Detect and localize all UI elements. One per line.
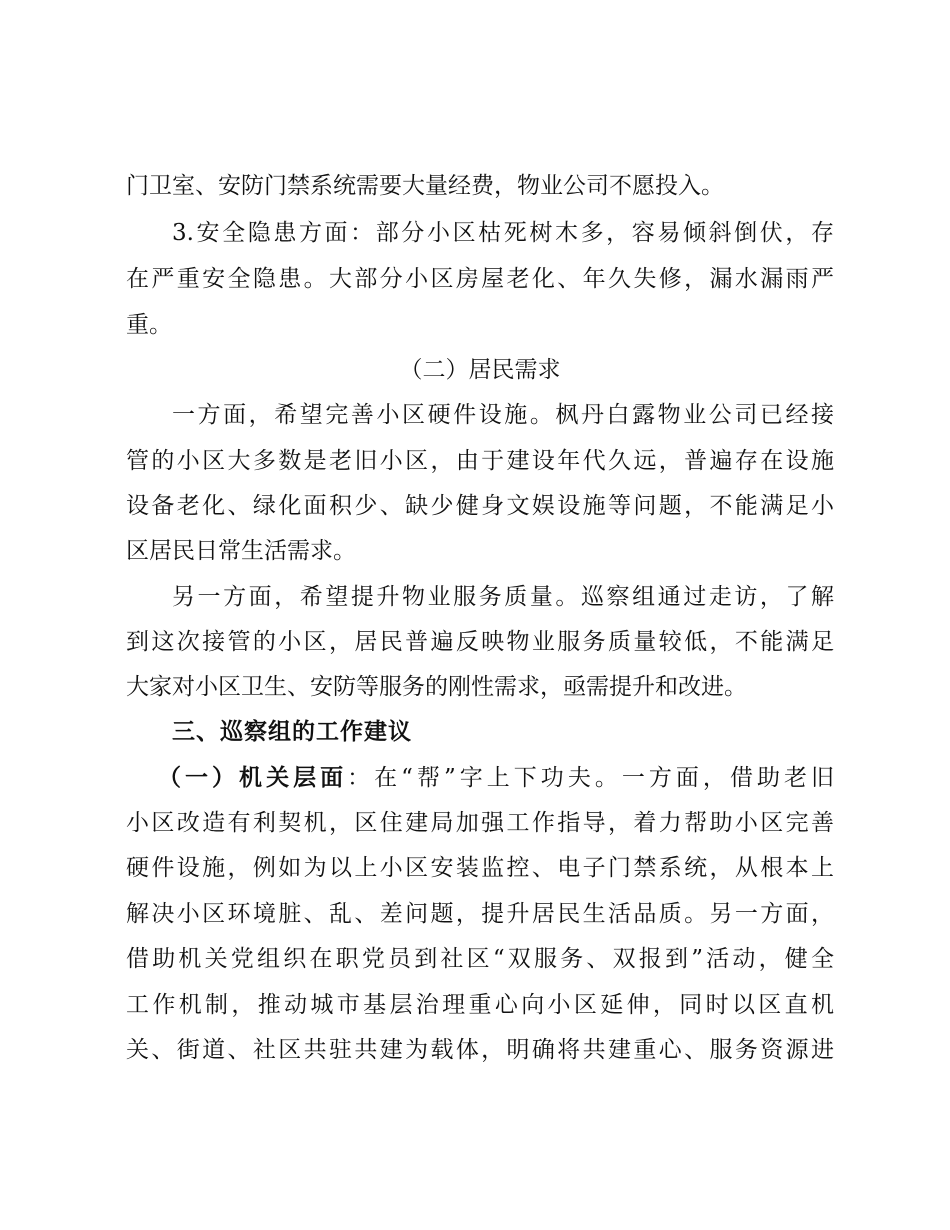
paragraph-line: 3.安全隐患方面：部分小区枯死树木多，容易倾斜倒伏，存 xyxy=(172,220,834,246)
paragraph-line: 重。 xyxy=(126,312,172,338)
paragraph-line: 在严重安全隐患。大部分小区房屋老化、年久失修，漏水漏雨严 xyxy=(126,266,834,292)
paragraph-line: 工作机制，推动城市基层治理重心向小区延伸，同时以区直机 xyxy=(126,992,834,1018)
paragraph-line: 管的小区大多数是老旧小区，由于建设年代久远，普遍存在设施 xyxy=(126,448,834,474)
paragraph-line: 设备老化、绿化面积少、缺少健身文娱设施等问题，不能满足小 xyxy=(126,493,834,519)
paragraph-line: 借助机关党组织在职党员到社区“双服务、双报到”活动，健全 xyxy=(126,946,834,972)
paragraph-line: 关、街道、社区共驻共建为载体，明确将共建重心、服务资源进 xyxy=(126,1037,834,1063)
paragraph-line: 到这次接管的小区，居民普遍反映物业服务质量较低，不能满足 xyxy=(126,629,834,655)
paragraph-line: 硬件设施，例如为以上小区安装监控、电子门禁系统，从根本上 xyxy=(126,855,834,881)
paragraph-line: 解决小区环境脏、乱、差问题，提升居民生活品质。另一方面， xyxy=(126,901,834,927)
paragraph-line: 一方面，希望完善小区硬件设施。枫丹白露物业公司已经接 xyxy=(172,402,834,428)
paragraph-line: 区居民日常生活需求。 xyxy=(126,538,356,564)
paragraph-line: 大家对小区卫生、安防等服务的刚性需求，亟需提升和改进。 xyxy=(126,674,747,700)
paragraph-line xyxy=(158,755,834,801)
subsection-title: （一）机关层面 xyxy=(158,764,348,791)
subsection-text: ：在“帮”字上下功夫。一方面，借助老旧 xyxy=(347,765,834,791)
section-heading: 三、巡察组的工作建议 xyxy=(172,719,412,745)
paragraph-line: 小区改造有利契机，区住建局加强工作指导，着力帮助小区完善 xyxy=(126,810,834,836)
section-subheading: （二）居民需求 xyxy=(399,357,561,383)
paragraph-line: 另一方面，希望提升物业服务质量。巡察组通过走访，了解 xyxy=(172,584,834,610)
paragraph-line: 门卫室、安防门禁系统需要大量经费，物业公司不愿投入。 xyxy=(126,173,724,199)
